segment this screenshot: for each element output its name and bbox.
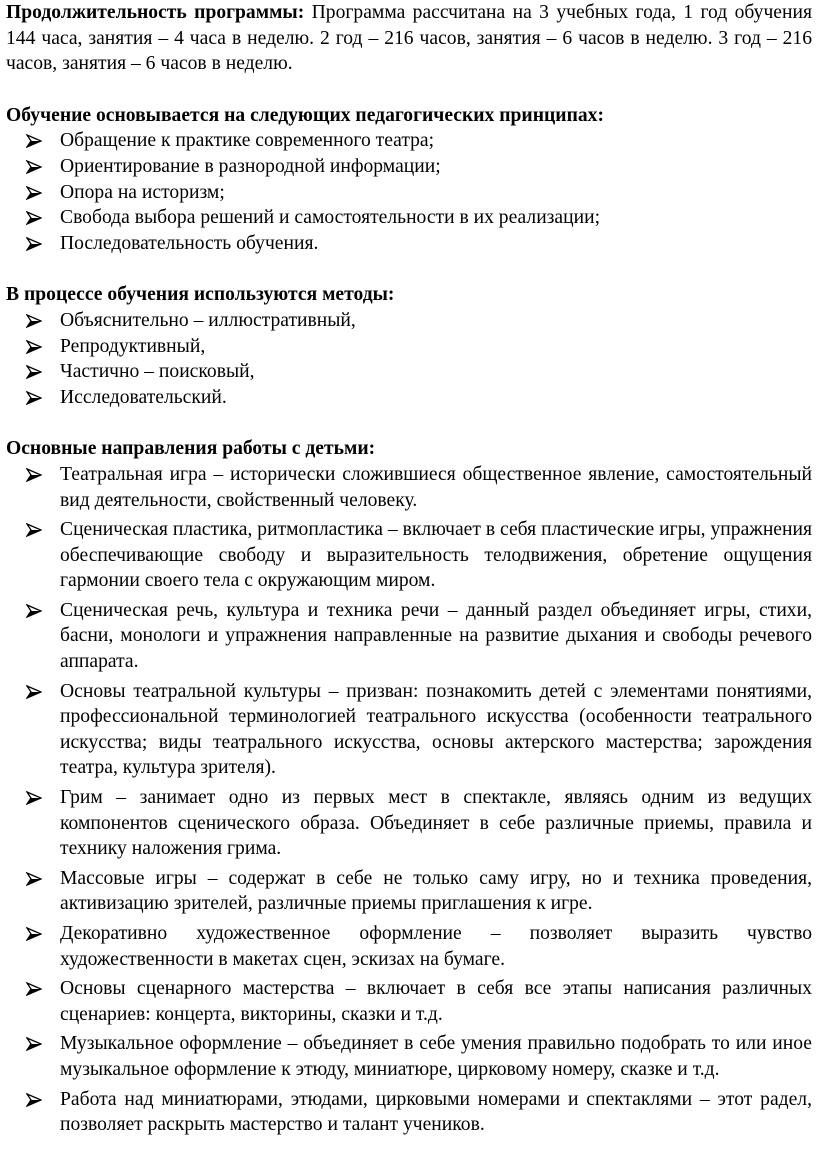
- directions-list: [6, 462, 812, 1138]
- arrowhead-bullet-icon: [26, 785, 46, 810]
- principles-heading: Обучение основывается на следующих педагогических принципах:: [6, 104, 604, 126]
- list-item-text: Ориентирование в разнородной информации;: [60, 155, 441, 177]
- arrowhead-bullet-icon: [26, 921, 46, 946]
- list-item-text: Свобода выбора решений и самостоятельности в их реализации;: [60, 207, 601, 229]
- list-item-text: Работа над миниатюрами, этюдами, цирковыми номерами и спектаклями – этот радел, позволяет раскрыть мастерство и талант учеников.: [60, 1088, 812, 1136]
- list-item: [6, 679, 812, 781]
- list-item: [6, 866, 812, 917]
- arrowhead-bullet-icon: [26, 866, 46, 891]
- list-item-text: Массовые игры – содержат в себе не только саму игру, но и техника проведения, активизацию зрителей, различные приемы приглашения к игре.: [60, 867, 812, 915]
- program-duration-paragraph: [6, 0, 812, 77]
- list-item: [6, 334, 812, 360]
- directions-heading: Основные направления работы с детьми:: [6, 438, 376, 460]
- list-item-text: Декоративно художественное оформление – позволяет выразить чувство художественности в макетах сцен, эскизах на бумаге.: [60, 923, 812, 970]
- arrowhead-bullet-icon: [26, 517, 46, 542]
- arrowhead-bullet-icon: [26, 462, 46, 487]
- arrowhead-bullet-icon: [26, 128, 46, 153]
- list-item: [6, 1031, 812, 1082]
- arrowhead-bullet-icon: [26, 231, 46, 256]
- list-item-text: Музыкальное оформление – объединяет в себе умения правильно подобрать то или иное музыкальное оформление к этюду, миниатюре, цирковому номеру, сказке и т.д.: [60, 1033, 812, 1080]
- program-duration-text: Программа рассчитана на 3 учебных года, 1 год обучения 144 часа, занятия – 4 часа в неделю. 2 год – 216 часов, занятия – 6 часов в неделю. 3 год – 216 часов, занятия – 6 часов в неделю.: [6, 2, 812, 75]
- list-item: [6, 154, 812, 180]
- document-page: [6, 0, 812, 1142]
- arrowhead-bullet-icon: [26, 359, 46, 384]
- methods-heading: В процессе обучения используются методы:: [6, 284, 395, 306]
- arrowhead-bullet-icon: [26, 976, 46, 1001]
- list-item-text: Частично – поисковый,: [60, 361, 255, 383]
- arrowhead-bullet-icon: [26, 334, 46, 359]
- methods-list: [6, 308, 812, 410]
- list-item-text: Репродуктивный,: [60, 335, 206, 357]
- arrowhead-bullet-icon: [26, 180, 46, 205]
- list-item-text: Опора на историзм;: [60, 181, 225, 203]
- list-item-text: Сценическая пластика, ритмопластика – включает в себя пластические игры, упражнения обеспечивающие свободу и выразительность телодвижения, обретение ощущения гармонии своего тела с окружающим миром.: [60, 519, 812, 592]
- list-item-text: Обращение к практике современного театра;: [60, 130, 435, 152]
- list-item: [6, 785, 812, 862]
- list-item: [6, 231, 812, 257]
- list-item-text: Основы сценарного мастерства – включает в себя все этапы написания различных сценариев: концерта, викторины, сказки и т.д.: [60, 978, 812, 1025]
- list-item: [6, 359, 812, 385]
- list-item: [6, 598, 812, 675]
- arrowhead-bullet-icon: [26, 385, 46, 410]
- arrowhead-bullet-icon: [26, 308, 46, 333]
- list-item: [6, 1087, 812, 1138]
- list-item: [6, 128, 812, 154]
- list-item: [6, 462, 812, 513]
- list-item: [6, 385, 812, 411]
- list-item-text: Последовательность обучения.: [60, 232, 319, 254]
- list-item: [6, 308, 812, 334]
- list-item-text: Исследовательский.: [60, 386, 227, 408]
- arrowhead-bullet-icon: [26, 598, 46, 623]
- arrowhead-bullet-icon: [26, 205, 46, 230]
- principles-list: [6, 128, 812, 256]
- list-item-text: Театральная игра – исторически сложившиеся общественное явление, самостоятельный вид деятельности, свойственный человеку.: [60, 463, 812, 511]
- arrowhead-bullet-icon: [26, 154, 46, 179]
- list-item: [6, 205, 812, 231]
- list-item-text: Основы театральной культуры – призван: познакомить детей с элементами понятиями, профессиональной терминологией театрального искусства (особенности театрального искусства; виды театрального искусства, основы актерского мастерства; зарождения театра, культура зрителя).: [60, 680, 812, 779]
- list-item: [6, 921, 812, 972]
- arrowhead-bullet-icon: [26, 679, 46, 704]
- list-item-text: Грим – занимает одно из первых мест в спектакле, являясь одним из ведущих компонентов сценического образа. Объединяет в себе различные приемы, правила и технику наложения грима.: [60, 787, 812, 860]
- list-item-text: Объяснительно – иллюстративный,: [60, 309, 356, 331]
- arrowhead-bullet-icon: [26, 1087, 46, 1112]
- list-item-text: Сценическая речь, культура и техника речи – данный раздел объединяет игры, стихи, басни, монологи и упражнения направленные на развитие дыхания и свободы речевого аппарата.: [60, 599, 812, 673]
- arrowhead-bullet-icon: [26, 1031, 46, 1056]
- list-item: [6, 517, 812, 594]
- program-duration-lead: Продолжительность программы:: [6, 2, 305, 23]
- list-item: [6, 180, 812, 206]
- list-item: [6, 976, 812, 1027]
